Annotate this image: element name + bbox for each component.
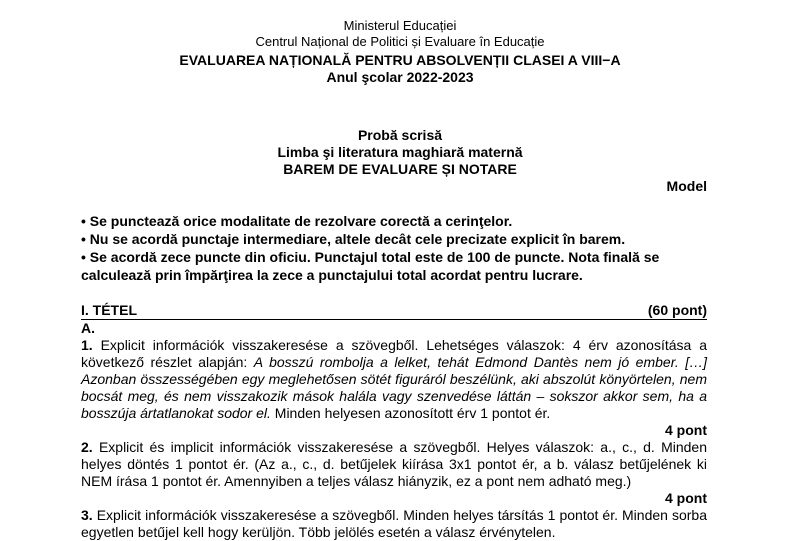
item-number: 1.: [81, 337, 93, 353]
exam-subtitle: [0, 127, 800, 178]
item-points: 4 pont: [665, 422, 707, 438]
item-number: 2.: [81, 439, 93, 455]
rule-item: • Se acordă zece puncte din oficiu. Punctajul total este de 100 de puncte. Nota finală se calculează prin împărţirea la zece a punctajului total acordat pentru lucrare.: [81, 249, 660, 283]
general-rules: [81, 212, 707, 284]
section-title: I. TÉTEL: [81, 302, 137, 318]
section-heading: [81, 302, 707, 320]
center-name: Centrul Național de Politici și Evaluare în Educație: [255, 34, 545, 49]
ministry-name: Ministerul Educației: [343, 18, 457, 33]
document-kind: BAREM DE EVALUARE ȘI NOTARE: [283, 161, 517, 177]
rule-item: • Nu se acordă punctaje intermediare, altele decât cele precizate explicit în barem.: [81, 231, 626, 247]
scoring-item: [81, 507, 707, 541]
item-text: Explicit és implicit információk visszakeresése a szövegből. Helyes válaszok: a., c., d. Minden helyes döntés 1 pontot ér. (Az a., c., d. betűjelek kiírása 3x1 pontot ér, a b. válasz betűjelének ki NEM írása 1 pontot ér. Amennyiben a teljes válasz hiányzik, ez a pont nem adható meg.): [81, 439, 707, 489]
scoring-item: [81, 337, 707, 422]
subject-name: Limba şi literatura maghiară maternă: [277, 144, 523, 160]
document-header: [0, 18, 800, 50]
item-number: 3.: [81, 507, 93, 523]
scoring-item: [81, 439, 707, 490]
section-part-label: A.: [81, 320, 95, 336]
item-text: Explicit információk visszakeresése a szövegből. Lehetséges válaszok: 4 érv azonosítása a következő részlet alapján:: [81, 337, 707, 370]
item-text: Minden helyesen azonosított érv 1 pontot ér.: [270, 405, 551, 421]
rule-item: • Se punctează orice modalitate de rezolvare corectă a cerinţelor.: [81, 213, 513, 229]
exam-type: Probă scrisă: [357, 127, 443, 143]
item-text: Explicit információk visszakeresése a szövegből. Minden helyes társítás 1 pontot ér. Minden sorba egyetlen betűjel kell hogy kerüljön. Több jelölés esetén a válasz érvénytelen.: [81, 507, 707, 540]
item-quote: A bosszú rombolja a lelket, tehát Edmond Dantès nem jó ember. […] Azonban összességében egy meglehetősen sötét figuráról beszélünk, aki abszolút könyörtelen, nem bocsát meg, és nem visszakozik mások halála vagy szenvedése láttán – sokszor akkor sem, ha a bosszúja ártatlanokat sodor el.: [81, 354, 707, 421]
item-points: 4 pont: [665, 490, 707, 506]
school-year: Anul şcolar 2022-2023: [326, 69, 474, 85]
exam-title-line1: EVALUAREA NAȚIONALĂ PENTRU ABSOLVENȚII CLASEI A VIII−A: [179, 52, 621, 68]
section-points: (60 pont): [647, 302, 707, 318]
exam-title: [0, 52, 800, 86]
model-label: Model: [666, 178, 707, 194]
section-one: [81, 302, 707, 541]
